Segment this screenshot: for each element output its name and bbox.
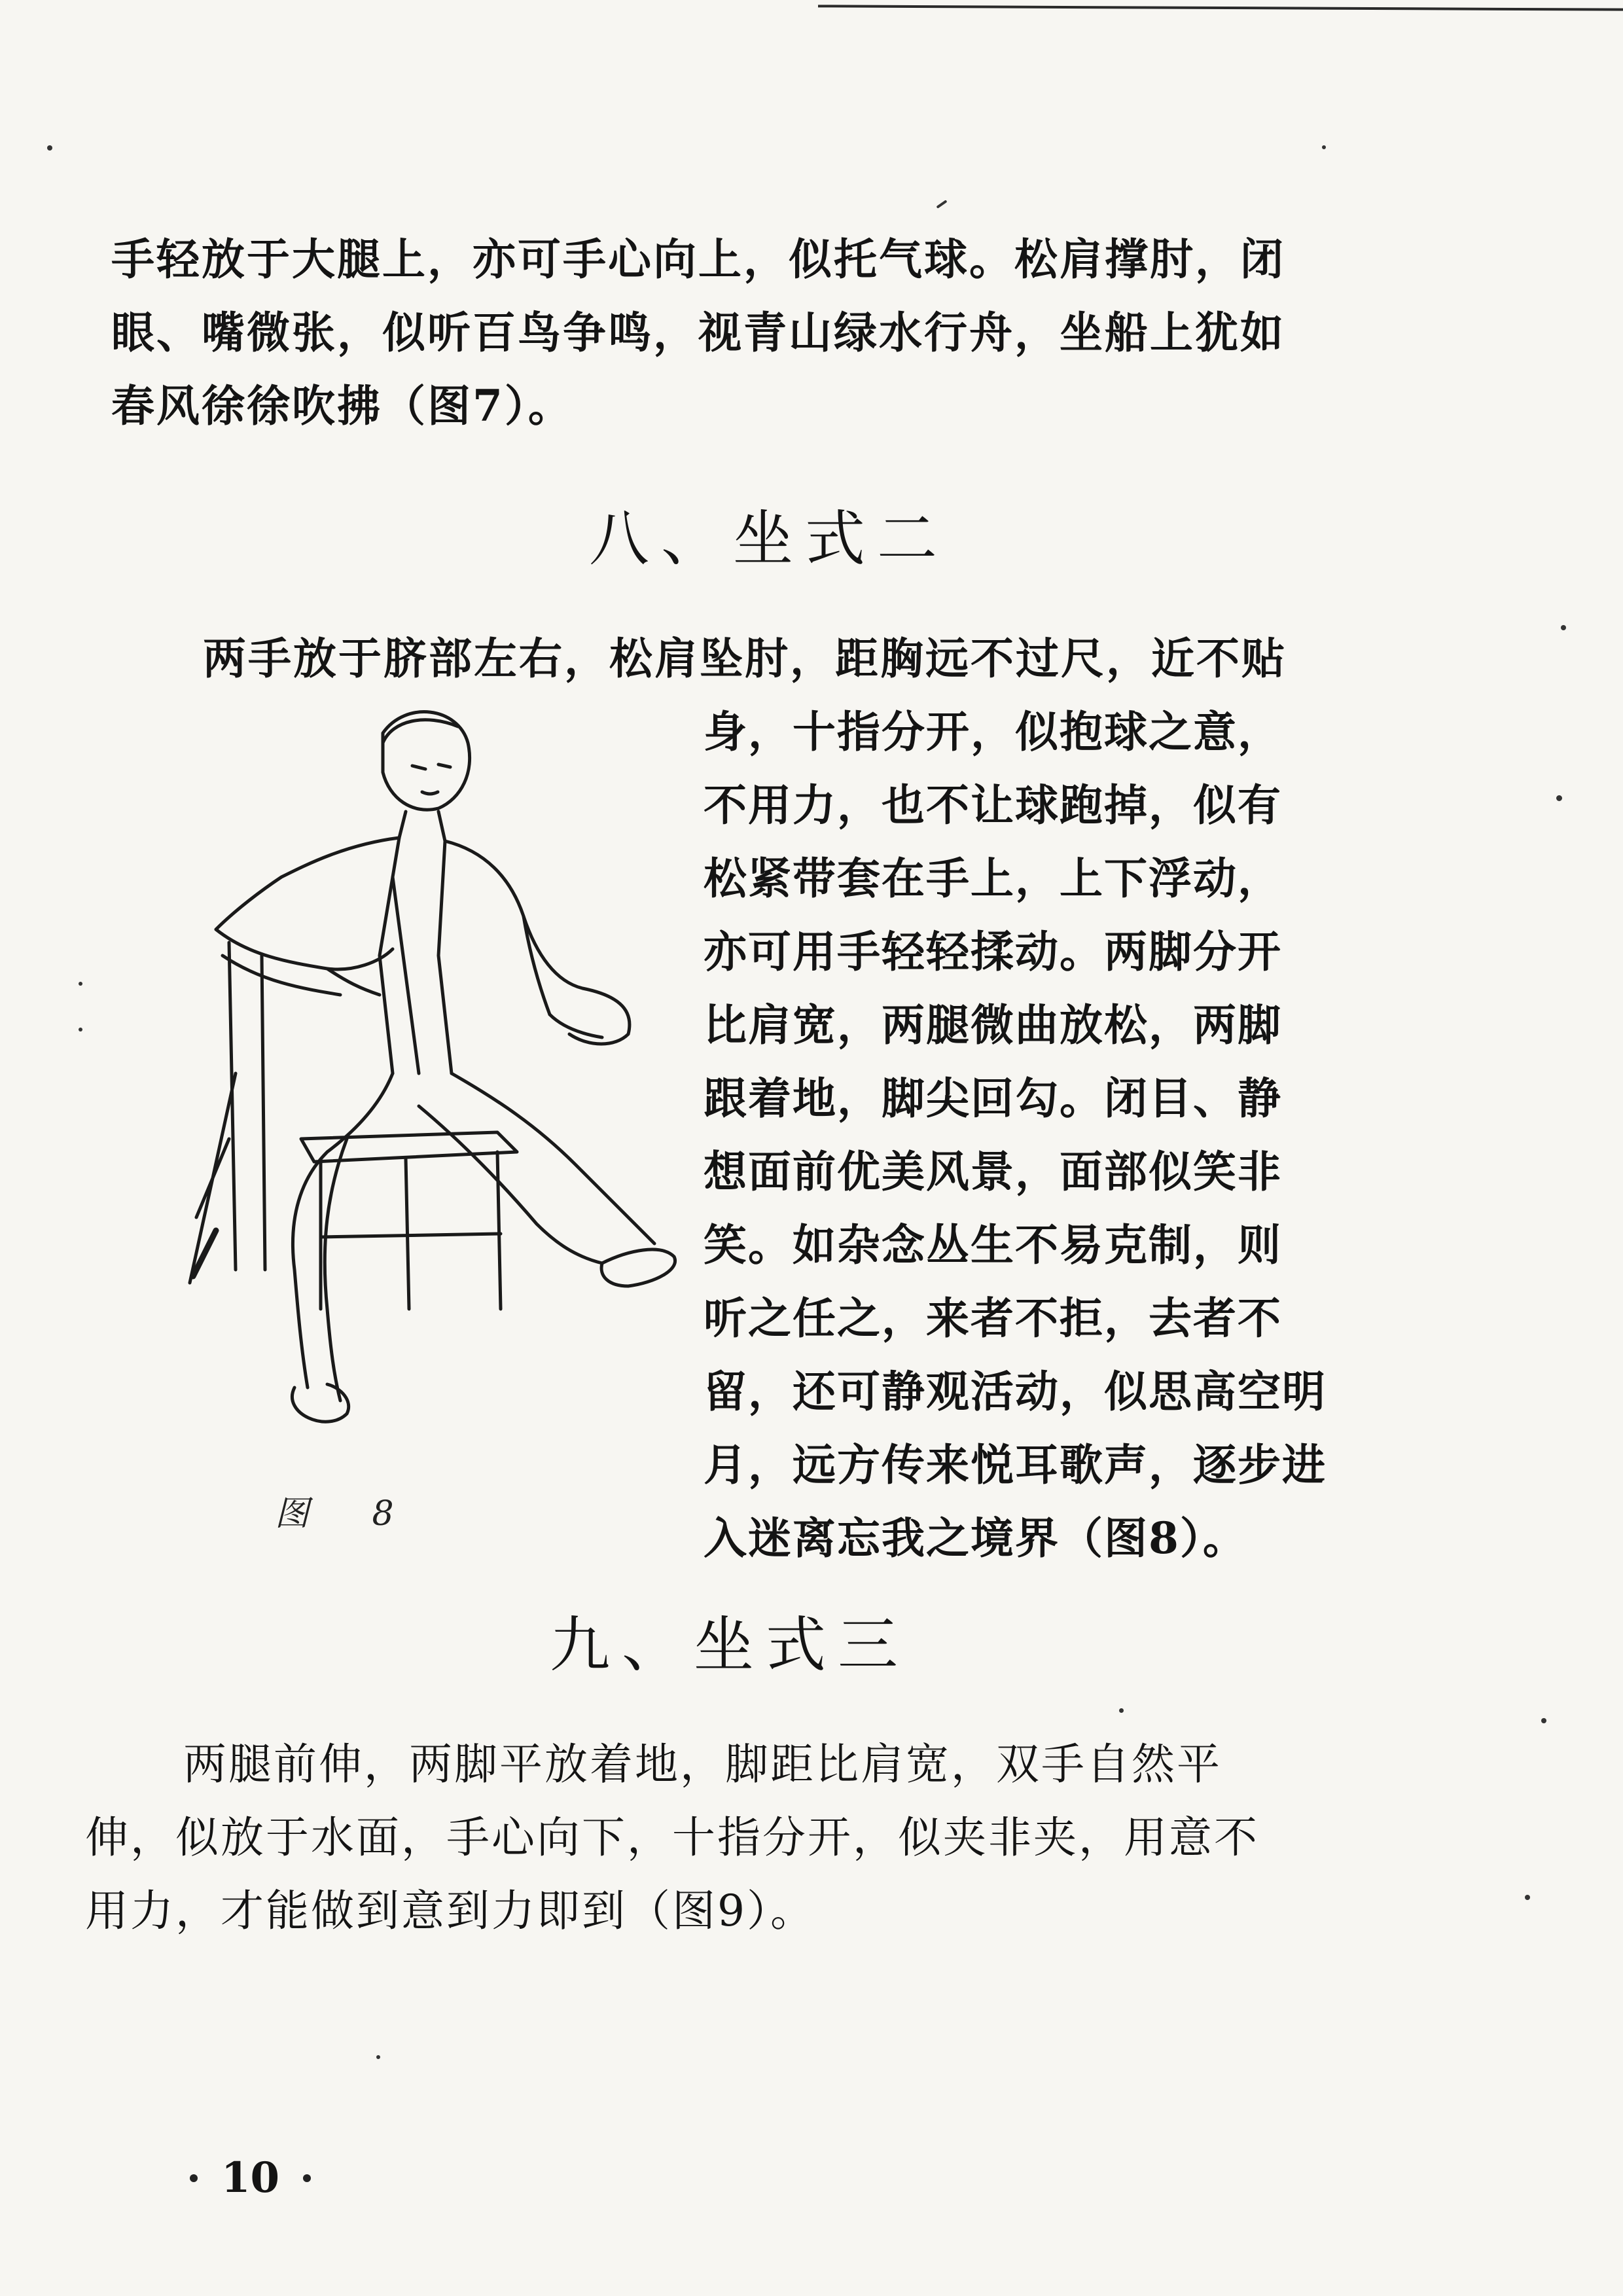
text-line: 身，十指分开，似抱球之意， bbox=[704, 706, 1282, 757]
section9-paragraph bbox=[85, 1728, 1259, 1948]
scan-speck bbox=[376, 2055, 380, 2059]
section8-first-line: 两手放于脐部左右，松肩坠肘，距胸远不过尺，近不贴 bbox=[203, 633, 1287, 684]
text-line: 用力，才能做到意到力即到（图9）。 bbox=[85, 1886, 815, 1936]
text-line: 两腿前伸，两脚平放着地，脚距比肩宽，双手自然平 bbox=[183, 1739, 1222, 1789]
text-line: 春风徐徐吹拂（图7）。 bbox=[111, 380, 573, 431]
text-line: 听之任之，来者不拒，去者不 bbox=[704, 1293, 1282, 1344]
page-number-text: 10 bbox=[221, 2153, 280, 2202]
scan-speck bbox=[1322, 145, 1326, 149]
seated-figure-illustration bbox=[131, 681, 687, 1453]
scan-speck bbox=[79, 1028, 82, 1031]
scan-speck bbox=[79, 982, 82, 986]
scan-speck bbox=[1541, 1718, 1546, 1723]
text-line: 月，远方传来悦耳歌声，逐步进 bbox=[704, 1439, 1327, 1490]
page-number bbox=[190, 2153, 311, 2202]
text-line: 眼、嘴微张，似听百鸟争鸣，视青山绿水行舟，坐船上犹如 bbox=[111, 307, 1285, 358]
scan-speck bbox=[1119, 1708, 1124, 1713]
text-line: 留，还可静观活动，似思高空明 bbox=[704, 1366, 1327, 1417]
section-heading-8: 八、坐式二 bbox=[589, 504, 950, 574]
scan-speck bbox=[936, 200, 947, 209]
section8-right-column bbox=[704, 695, 1327, 1575]
text-line: 亦可用手轻轻揉动。两脚分开 bbox=[704, 926, 1282, 977]
text-line: 伸，似放于水面，手心向下，十指分开，似夹非夹，用意不 bbox=[85, 1812, 1259, 1863]
scan-speck bbox=[47, 145, 52, 151]
section-heading-9: 九、坐式三 bbox=[550, 1610, 910, 1680]
figure-caption: 图 8 bbox=[275, 1494, 420, 1534]
scan-speck bbox=[1556, 795, 1562, 801]
text-line: 跟着地，脚尖回勾。闭目、静 bbox=[704, 1073, 1282, 1124]
text-line: 松紧带套在手上，上下浮动， bbox=[704, 853, 1282, 904]
text-line: 笑。如杂念丛生不易克制，则 bbox=[704, 1219, 1282, 1270]
scan-speck bbox=[1561, 625, 1566, 630]
paragraph-intro bbox=[111, 223, 1285, 442]
scan-speck bbox=[1525, 1895, 1530, 1900]
text-line: 比肩宽，两腿微曲放松，两脚 bbox=[704, 999, 1282, 1050]
text-line: 不用力，也不让球跑掉，似有 bbox=[704, 780, 1282, 831]
bullet-dot-icon bbox=[190, 2174, 198, 2182]
top-edge-rule bbox=[818, 5, 1623, 10]
text-line: 想面前优美风景，面部似笑非 bbox=[704, 1146, 1282, 1197]
bullet-dot-icon bbox=[303, 2174, 311, 2182]
text-line: 手轻放于大腿上，亦可手心向上，似托气球。松肩撑肘，闭 bbox=[111, 234, 1285, 285]
text-line: 入迷离忘我之境界（图8）。 bbox=[704, 1513, 1247, 1564]
